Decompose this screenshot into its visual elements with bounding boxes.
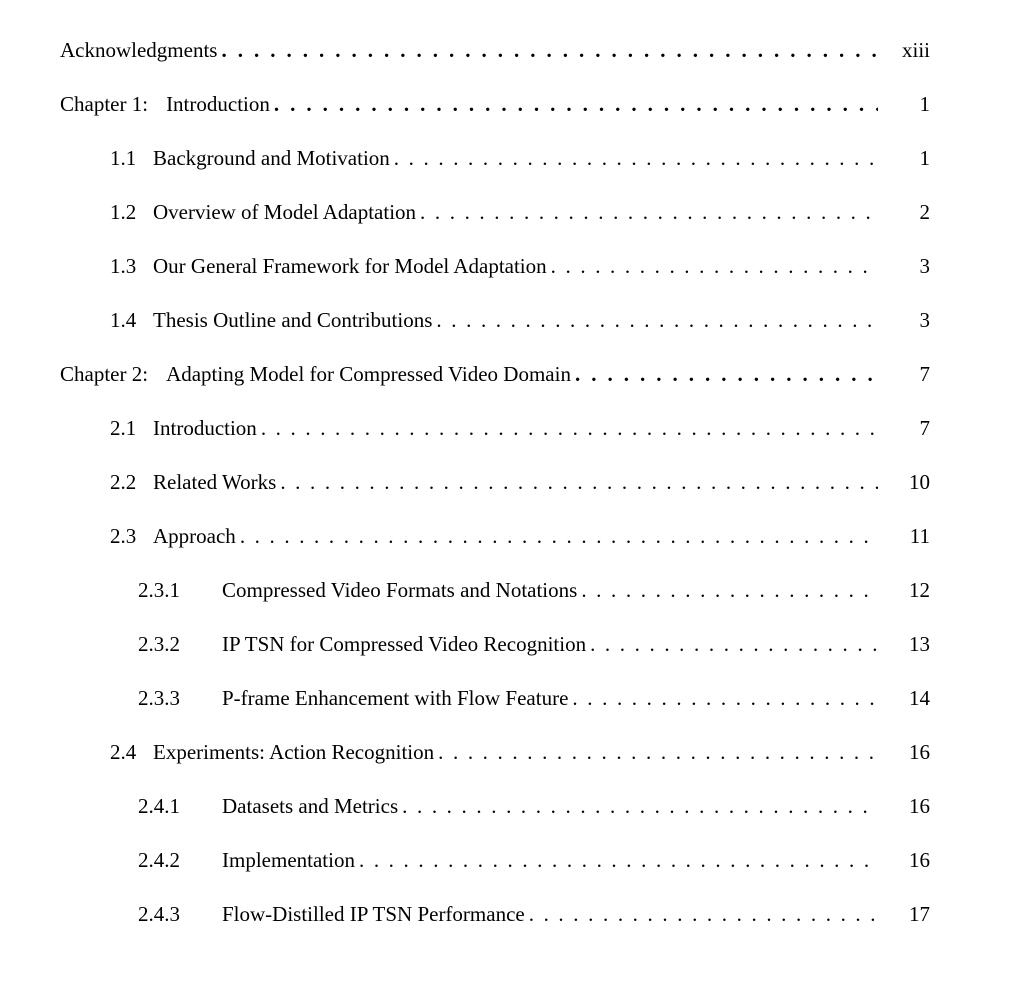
toc-entry [60, 90, 930, 118]
toc-entry-page: 11 [909, 524, 930, 548]
toc-entry-number: Chapter 1: [60, 92, 149, 116]
toc-entry-title: Datasets and Metrics [222, 794, 399, 818]
toc-entry [60, 414, 930, 442]
toc-entry-number: 2.3.2 [138, 632, 180, 656]
dot-leader [581, 576, 878, 604]
toc-entry [60, 468, 930, 496]
toc-entry-title: P-frame Enhancement with Flow Feature [222, 686, 569, 710]
toc-entry-page: xiii [901, 38, 930, 62]
toc-entry-title: Introduction [153, 416, 257, 440]
toc-entry-page: 7 [919, 416, 930, 440]
toc-entry-page: 1 [919, 146, 930, 170]
toc-entry-page: 13 [909, 632, 930, 656]
toc-entry-number: 2.4.1 [138, 794, 180, 818]
toc-entry-page: 16 [909, 740, 930, 764]
dot-leader [590, 630, 878, 658]
toc-entry-title: IP TSN for Compressed Video Recognition [222, 632, 587, 656]
toc-entry [60, 630, 930, 658]
toc-entry-page: 12 [909, 578, 930, 602]
toc-entry-number: 1.2 [110, 200, 137, 224]
dot-leader [420, 198, 878, 226]
toc-entry-number: 2.1 [110, 416, 137, 440]
dot-leader [274, 90, 878, 118]
toc-entry-title: Adapting Model for Compressed Video Domain [166, 362, 571, 386]
toc-entry [60, 900, 930, 928]
toc-entry [60, 198, 930, 226]
toc-entry-page: 2 [919, 200, 930, 224]
toc-entry-page: 3 [919, 254, 930, 278]
toc-entry-title: Flow-Distilled IP TSN Performance [222, 902, 525, 926]
toc-entry-title: Introduction [166, 92, 270, 116]
toc-entry-page: 10 [909, 470, 930, 494]
dot-leader [438, 738, 878, 766]
toc-entry-title: Our General Framework for Model Adaptation [153, 254, 547, 278]
toc-entry-number: 2.4.3 [138, 902, 180, 926]
toc-entry [60, 576, 930, 604]
dot-leader [240, 522, 878, 550]
toc-entry-number: 2.3.1 [138, 578, 180, 602]
toc-entry [60, 522, 930, 550]
toc-entry-number: 1.4 [110, 308, 137, 332]
toc-entry-title: Thesis Outline and Contributions [153, 308, 433, 332]
toc-entry [60, 792, 930, 820]
toc-entry [60, 36, 930, 64]
dot-leader [529, 900, 878, 928]
toc-entry [60, 684, 930, 712]
toc-entry [60, 144, 930, 172]
dot-leader [572, 684, 878, 712]
toc-entry-number: 2.4.2 [138, 848, 180, 872]
toc-entry-title: Implementation [222, 848, 355, 872]
toc-entry-page: 3 [919, 308, 930, 332]
toc-entry-title: Compressed Video Formats and Notations [222, 578, 578, 602]
dot-leader [359, 846, 878, 874]
toc-entry-number: 1.1 [110, 146, 137, 170]
dot-leader [221, 36, 878, 64]
toc-entry-number: 2.2 [110, 470, 137, 494]
toc-entry-title: Approach [153, 524, 236, 548]
toc-entry-title: Background and Motivation [153, 146, 390, 170]
toc-entry-title: Acknowledgments [60, 38, 218, 62]
toc-entry-page: 7 [919, 362, 930, 386]
toc-entry-page: 14 [909, 686, 930, 710]
toc-entry-number: 2.4 [110, 740, 137, 764]
toc-entry [60, 360, 930, 388]
toc-entry-number: 2.3.3 [138, 686, 180, 710]
toc-entry-title: Experiments: Action Recognition [153, 740, 435, 764]
toc-entry-page: 16 [909, 794, 930, 818]
toc-entry-title: Overview of Model Adaptation [153, 200, 417, 224]
toc-entry-page: 17 [909, 902, 930, 926]
toc-entry-number: 2.3 [110, 524, 137, 548]
toc-entry-title: Related Works [153, 470, 277, 494]
dot-leader [402, 792, 878, 820]
dot-leader [436, 306, 878, 334]
dot-leader [394, 144, 878, 172]
toc-entry-number: Chapter 2: [60, 362, 149, 386]
toc-entry-page: 16 [909, 848, 930, 872]
dot-leader [551, 252, 878, 280]
toc-entry [60, 738, 930, 766]
dot-leader [261, 414, 878, 442]
toc-entry [60, 306, 930, 334]
toc-entry [60, 846, 930, 874]
toc-entry-page: 1 [919, 92, 930, 116]
toc-entry [60, 252, 930, 280]
dot-leader [575, 360, 878, 388]
dot-leader [280, 468, 878, 496]
toc-entry-number: 1.3 [110, 254, 137, 278]
